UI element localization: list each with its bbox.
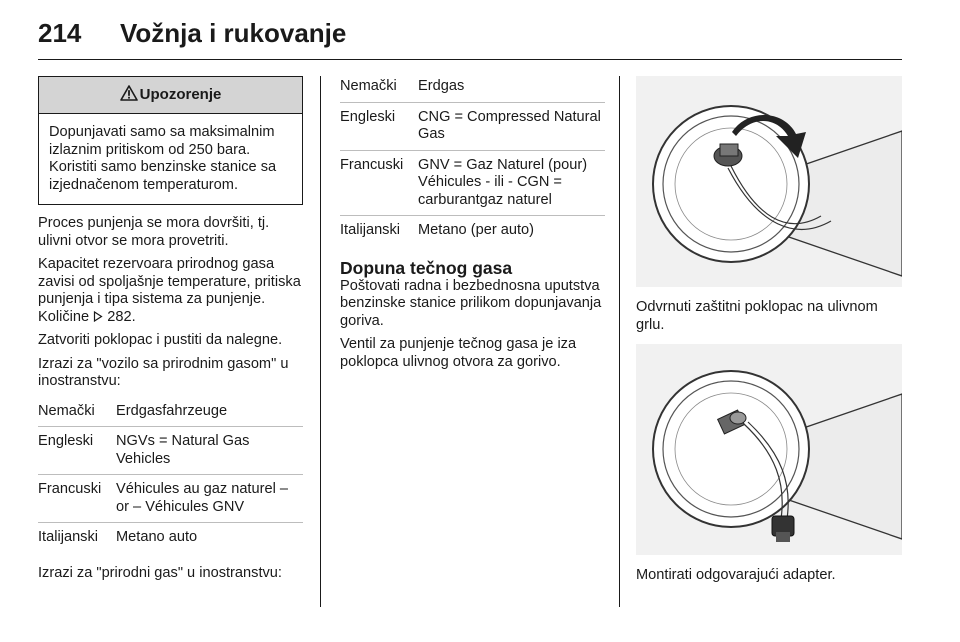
table-row: [38, 523, 303, 553]
language-cell: Italijanski: [38, 529, 99, 545]
term-cell: Erdgasfahrzeuge: [116, 402, 228, 419]
table-row: [38, 397, 303, 428]
table-row: [340, 103, 605, 151]
language-cell: Engleski: [340, 108, 396, 125]
warning-triangle-icon: [120, 85, 138, 106]
warning-text: Dopunjavati samo sa maksimalnim izlaznim pritiskom od 250 bara. Koristiti samo benzinske stanice sa izjednačenom temperaturom.: [49, 124, 277, 193]
term-cell: Véhicules au gaz naturel – or – Véhicules GNV: [116, 481, 288, 515]
term-cell: Erdgas: [418, 78, 465, 94]
table-row: [38, 475, 303, 523]
table-row: [38, 427, 303, 475]
term-cell: NGVs = Natural Gas Vehicles: [116, 433, 250, 467]
table-row: [340, 72, 605, 103]
term-cell: Metano auto: [116, 529, 198, 545]
language-cell: Italijanski: [340, 222, 401, 238]
term-cell: GNV = Gaz Naturel (pour) Véhicules - ili - CGN = carburantgaz naturel: [418, 156, 588, 208]
paragraph-tank-capacity: [38, 256, 303, 326]
language-cell: Nemački: [38, 402, 95, 419]
column-2: [340, 76, 605, 377]
warning-header: [39, 77, 302, 114]
column-divider-1: [320, 76, 321, 607]
language-cell: Francuski: [340, 156, 404, 173]
header-rule: [38, 59, 902, 60]
table-row: [340, 216, 605, 246]
page-reference-number[interactable]: 282.: [103, 308, 136, 325]
column-1: [38, 76, 303, 588]
term-cell: Metano (per auto): [418, 222, 535, 238]
column-3: [636, 76, 902, 595]
vehicle-terms-table: [38, 397, 303, 553]
fuel-filler-cap-illustration: [636, 76, 902, 287]
figure-caption-2: Montirati odgovarajući adapter.: [636, 567, 836, 583]
language-cell: Engleski: [38, 433, 94, 449]
chapter-title: Vožnja i rukovanje: [120, 18, 347, 48]
page-reference-arrow-icon[interactable]: [93, 309, 103, 325]
warning-title: Upozorenje: [139, 86, 222, 104]
paragraph-gas-terms-intro: Izrazi za "prirodni gas" u inostranstvu:: [38, 564, 282, 581]
language-cell: Francuski: [38, 481, 102, 497]
paragraph-valve-location: Ventil za punjenje tečnog gasa je iza poklopca ulivnog otvora za gorivo.: [340, 336, 577, 370]
paragraph-vehicle-terms-intro: Izrazi za "vozilo sa prirodnim gasom" u inostranstvu:: [38, 355, 289, 389]
paragraph-safety-instructions: Poštovati radna i bezbednosna uputstva benzinske stanice prilikom dopunjavanja goriva.: [340, 277, 602, 329]
table-row: [340, 151, 605, 217]
figure-caption-1: Odvrnuti zaštitni poklopac na ulivnom grlu.: [636, 299, 878, 333]
paragraph-fill-completion: Proces punjenja se mora dovršiti, tj. ulivni otvor se mora provetriti.: [38, 215, 270, 249]
tank-capacity-text: Kapacitet rezervoara prirodnog gasa zavisi od spoljašnje temperature, pritiska punjenja i tipa sistema za punjenje. Količine: [38, 256, 301, 325]
section-heading: Dopuna tečnog gasa: [340, 257, 513, 278]
language-cell: Nemački: [340, 78, 397, 94]
page-header: [38, 14, 902, 60]
paragraph-close-cap: Zatvoriti poklopac i pustiti da nalegne.: [38, 332, 283, 348]
fuel-filler-adapter-illustration: [636, 344, 902, 555]
gas-terms-table: [340, 72, 605, 246]
term-cell: CNG = Compressed Natural Gas: [418, 108, 601, 142]
page-number: 214: [38, 18, 82, 48]
warning-box: [38, 76, 303, 205]
column-divider-2: [619, 76, 620, 607]
